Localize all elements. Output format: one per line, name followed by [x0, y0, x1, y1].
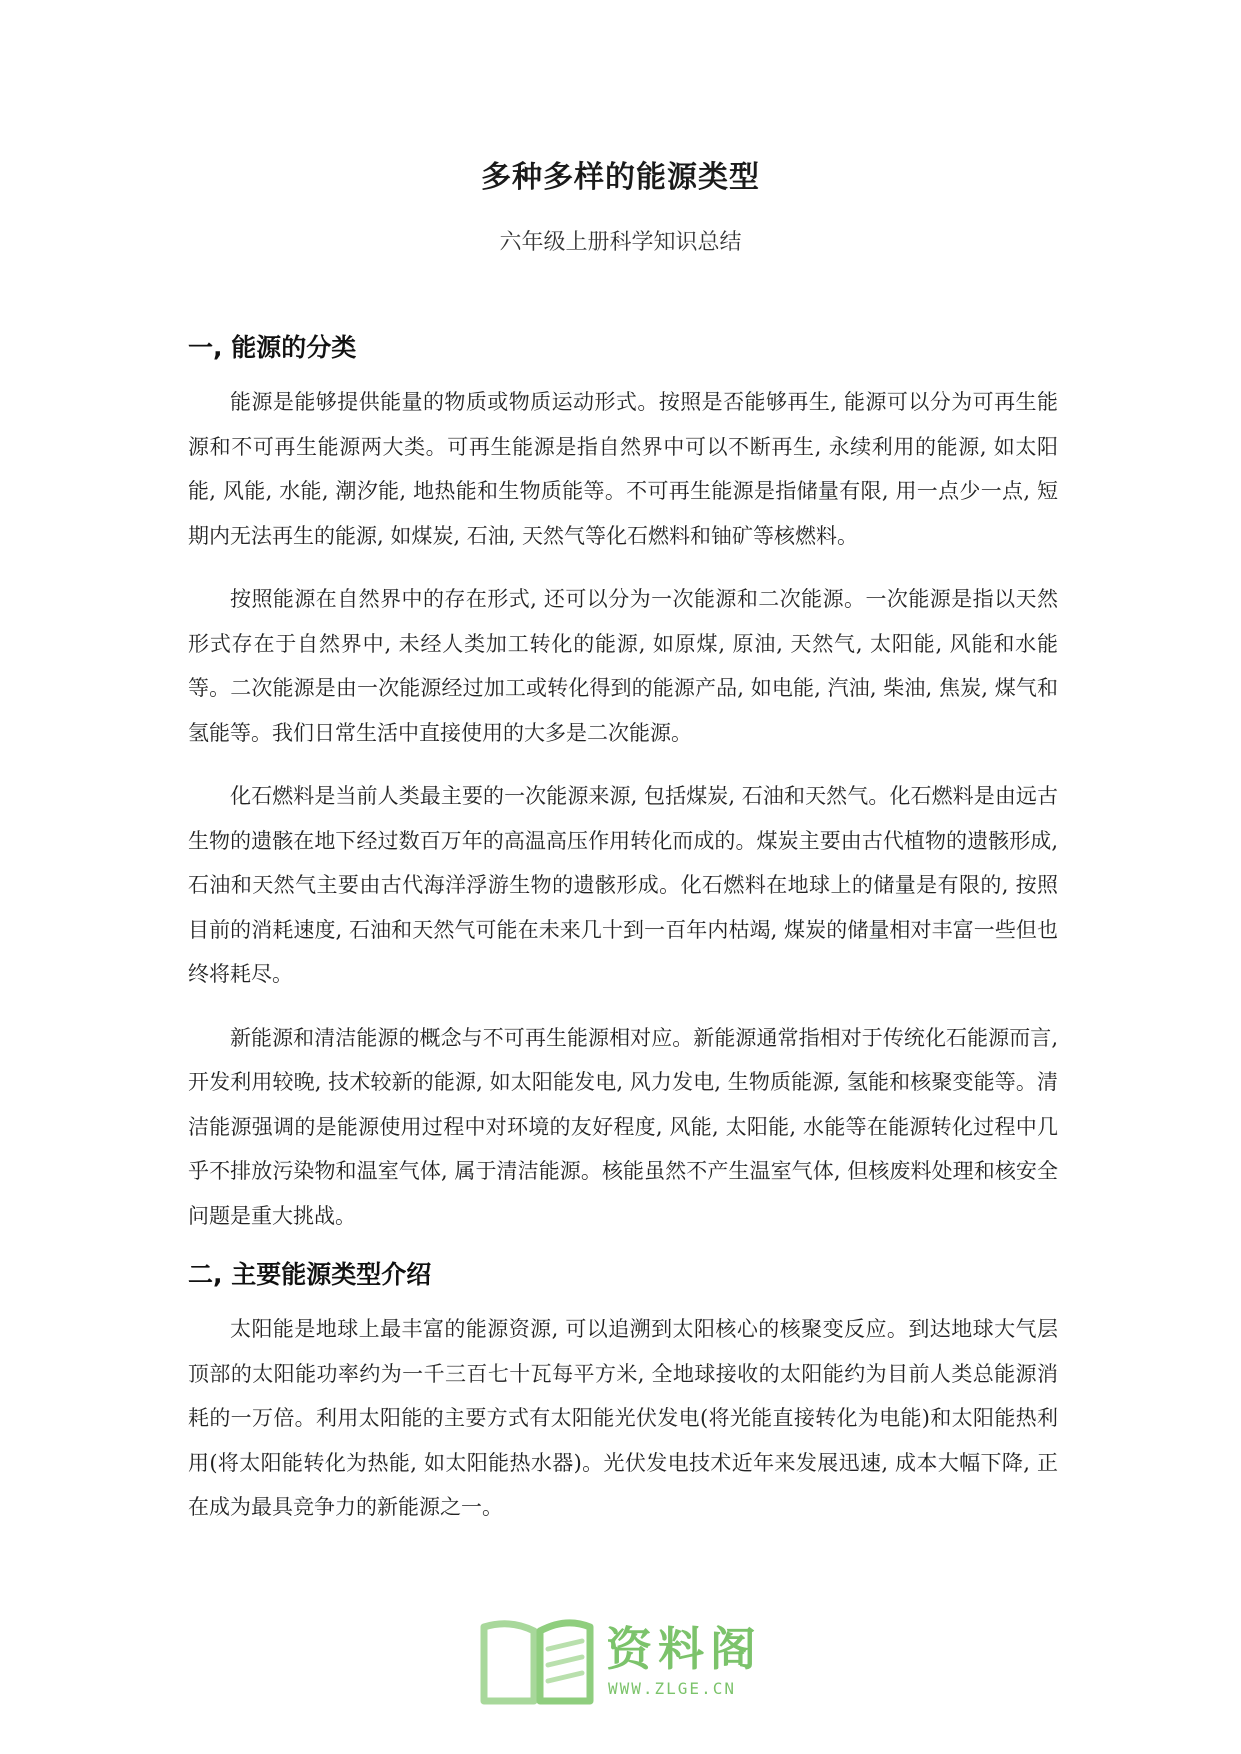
paragraph: 能源是能够提供能量的物质或物质运动形式。按照是否能够再生, 能源可以分为可再生能源和不可再生能源两大类。可再生能源是指自然界中可以不断再生, 永续利用的能源, 如太阳能, 风能, 水能, 潮汐能, 地热能和生物质能等。不可再生能源是指储量有限, 用一点少一点, 短期内无法再生的能源, 如煤炭, 石油, 天然气等化石燃料和铀矿等核燃料。	[188, 390, 1058, 548]
section-energy-classification	[188, 330, 1058, 1238]
paragraph: 化石燃料是当前人类最主要的一次能源来源, 包括煤炭, 石油和天然气。化石燃料是由远古生物的遗骸在地下经过数百万年的高温高压作用转化而成的。煤炭主要由古代植物的遗骸形成, 石油和天然气主要由古代海洋浮游生物的遗骸形成。化石燃料在地球上的储量是有限的, 按照目前的消耗速度, 石油和天然气可能在未来几十到一百年内枯竭, 煤炭的储量相对丰富一些但也终将耗尽。	[188, 784, 1058, 986]
document-body	[188, 330, 1058, 1549]
watermark-url: WWW.ZLGE.CN	[608, 1679, 736, 1698]
watermark	[478, 1609, 778, 1709]
section-main-energy-types	[188, 1257, 1058, 1530]
section-heading: 一, 能源的分类	[188, 333, 357, 362]
page-title: 多种多样的能源类型	[481, 160, 760, 195]
watermark-brand: 资料阁	[606, 1622, 762, 1676]
book-logo-icon	[478, 1609, 596, 1707]
paragraph: 新能源和清洁能源的概念与不可再生能源相对应。新能源通常指相对于传统化石能源而言, 开发利用较晚, 技术较新的能源, 如太阳能发电, 风力发电, 生物质能源, 氢能和核聚变能等。清洁能源强调的是能源使用过程中对环境的友好程度, 风能, 太阳能, 水能等在能源转化过程中几乎不排放污染物和温室气体, 属于清洁能源。核能虽然不产生温室气体, 但核废料处理和核安全问题是重大挑战。	[188, 1025, 1058, 1228]
paragraph: 按照能源在自然界中的存在形式, 还可以分为一次能源和二次能源。一次能源是指以天然形式存在于自然界中, 未经人类加工转化的能源, 如原煤, 原油, 天然气, 太阳能, 风能和水能等。二次能源是由一次能源经过加工或转化得到的能源产品, 如电能, 汽油, 柴油, 焦炭, 煤气和氢能等。我们日常生活中直接使用的大多是二次能源。	[188, 587, 1058, 745]
paragraph: 太阳能是地球上最丰富的能源资源, 可以追溯到太阳核心的核聚变反应。到达地球大气层顶部的太阳能功率约为一千三百七十瓦每平方米, 全地球接收的太阳能约为目前人类总能源消耗的一万倍。利用太阳能的主要方式有太阳能光伏发电(将光能直接转化为电能)和太阳能热利用(将太阳能转化为热能, 如太阳能热水器)。光伏发电技术近年来发展迅速, 成本大幅下降, 正在成为最具竞争力的新能源之一。	[188, 1317, 1058, 1519]
section-heading: 二, 主要能源类型介绍	[188, 1260, 432, 1289]
page-subtitle: 六年级上册科学知识总结	[499, 230, 742, 255]
